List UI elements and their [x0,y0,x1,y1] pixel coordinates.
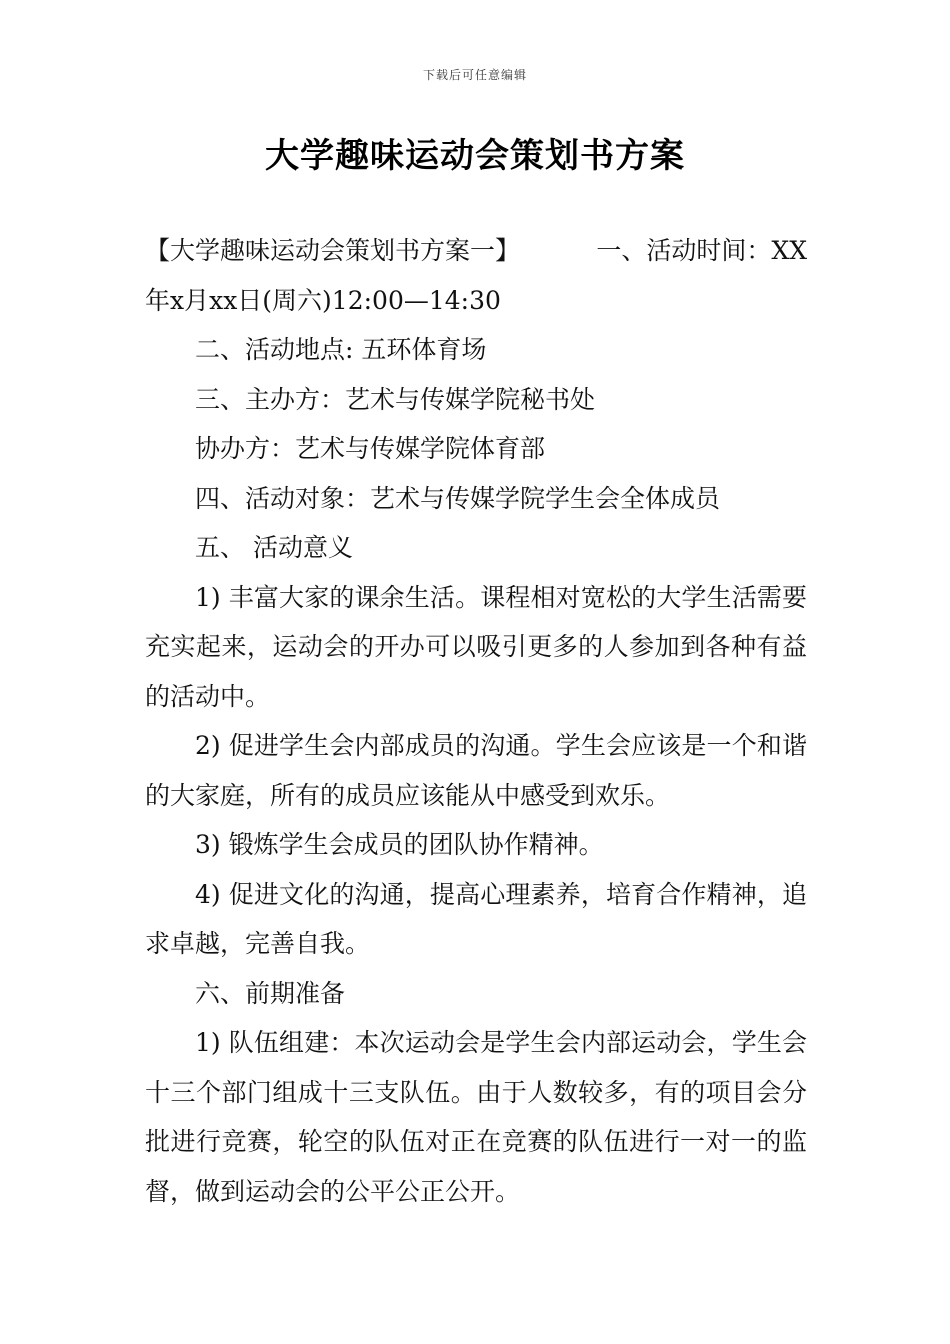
paragraph-participants: 四、活动对象：艺术与传媒学院学生会全体成员 [195,483,721,513]
paragraph-location: 二、活动地点: 五环体育场 [195,335,487,364]
paragraph-significance-2: 2) 促进学生会内部成员的沟通。学生会应该是一个和谐的大家庭，所有的成员应该能从中感受到欢乐。 [145,731,807,810]
paragraph-significance-1: 1) 丰富大家的课余生活。课程相对宽松的大学生活需要充实起来，运动会的开办可以吸引更多的人参加到各种有益的活动中。 [145,582,807,711]
section-label: 【大学趣味运动会策划书方案一】 [145,236,521,265]
paragraph-significance-4: 4) 促进文化的沟通，提高心理素养，培育合作精神，追求卓越，完善自我。 [145,879,807,958]
paragraph-preparation-heading: 六、前期准备 [195,978,346,1008]
paragraph-organizer: 三、主办方：艺术与传媒学院秘书处 [195,384,596,414]
document-title: 大学趣味运动会策划书方案 [265,136,685,176]
paragraph-co-organizer: 协办方：艺术与传媒学院体育部 [195,434,546,463]
intro-line [145,226,807,276]
document-body [145,226,807,1216]
activity-time-heading: 一、活动时间：XX [596,236,807,265]
header-note: 下载后可任意编辑 [422,68,527,82]
paragraph-preparation-1: 1) 队伍组建：本次运动会是学生会内部运动会，学生会十三个部门组成十三支队伍。由于人数较多，有的项目会分批进行竞赛，轮空的队伍对正在竞赛的队伍进行一对一的监督，做到运动会的公平公正公开。 [145,1028,807,1206]
paragraph-significance-3: 3) 锻炼学生会成员的团队协作精神。 [195,830,604,859]
activity-time-detail: 年x月xx日(周六)12:00—14:30 [145,285,501,315]
paragraph-significance-heading: 五、 活动意义 [195,533,353,562]
